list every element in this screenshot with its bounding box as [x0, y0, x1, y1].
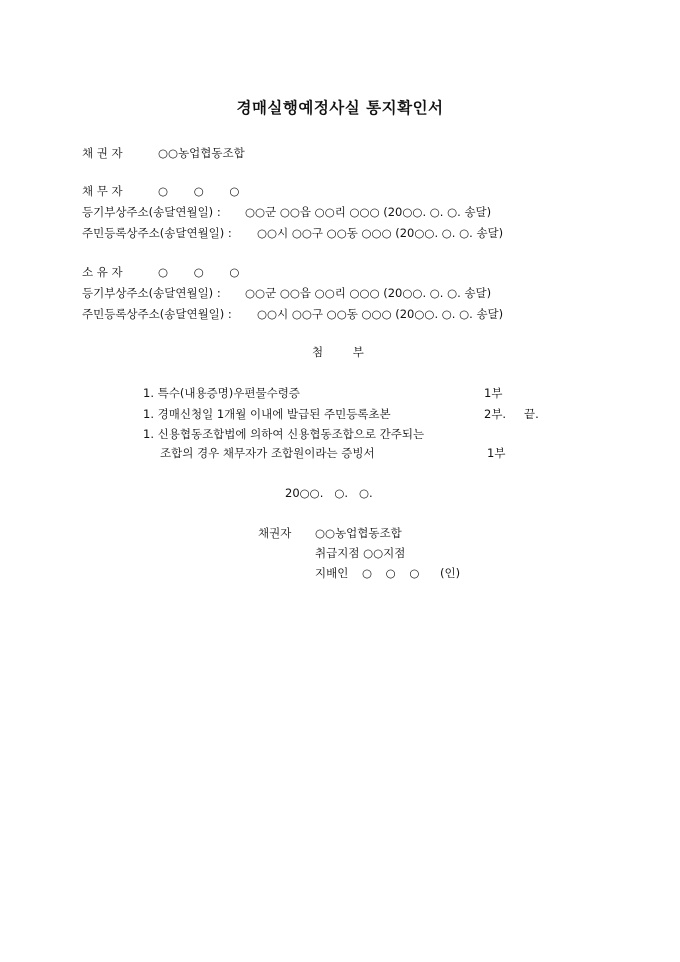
- owner-registry-value: ○○군 ○○읍 ○○리 ○○○ (20○○. ○. ○. 송달): [245, 286, 492, 300]
- attachments-heading: 첨 부: [312, 345, 364, 359]
- attachment-item-3: 1. 신용협동조합법에 의하여 신용협동조합으로 간주되는: [143, 427, 425, 441]
- attachment-item-1: 1. 특수(내용증명)우편물수령증: [143, 386, 300, 400]
- creditor-value: ○○농업협동조합: [158, 146, 245, 160]
- debtor-registry-value: ○○군 ○○읍 ○○리 ○○○ (20○○. ○. ○. 송달): [245, 205, 492, 219]
- owner-resident-label: 주민등록상주소(송달연월일) :: [82, 307, 232, 321]
- signature-branch: 취급지점 ○○지점: [315, 546, 406, 560]
- signature-org: ○○농업협동조합: [315, 526, 402, 540]
- attachment-item-1-count: 1부: [484, 386, 503, 400]
- document-title: 경매실행예정사실 통지확인서: [236, 99, 444, 117]
- document-date: 20○○. ○. ○.: [285, 486, 373, 500]
- debtor-label: 채 무 자: [82, 184, 123, 198]
- document-end-mark: 끝.: [524, 407, 539, 421]
- creditor-label: 채 권 자: [82, 146, 123, 160]
- owner-resident-value: ○○시 ○○구 ○○동 ○○○ (20○○. ○. ○. 송달): [257, 307, 504, 321]
- owner-label: 소 유 자: [82, 265, 123, 279]
- debtor-resident-label: 주민등록상주소(송달연월일) :: [82, 226, 232, 240]
- signature-manager: 지배인 ○ ○ ○: [315, 566, 420, 580]
- attachment-item-3-cont: 조합의 경우 채무자가 조합원이라는 증빙서: [160, 446, 375, 460]
- seal-mark: (인): [440, 566, 461, 580]
- owner-registry-label: 등기부상주소(송달연월일) :: [82, 286, 221, 300]
- attachment-item-2-count: 2부.: [484, 407, 507, 421]
- attachment-item-2: 1. 경매신청일 1개월 이내에 발급된 주민등록초본: [143, 407, 391, 421]
- debtor-resident-value: ○○시 ○○구 ○○동 ○○○ (20○○. ○. ○. 송달): [257, 226, 504, 240]
- debtor-registry-label: 등기부상주소(송달연월일) :: [82, 205, 221, 219]
- owner-name: ○ ○ ○: [158, 265, 240, 279]
- attachment-item-3-count: 1부: [487, 446, 506, 460]
- signature-label: 채권자: [258, 526, 292, 540]
- debtor-name: ○ ○ ○: [158, 184, 240, 198]
